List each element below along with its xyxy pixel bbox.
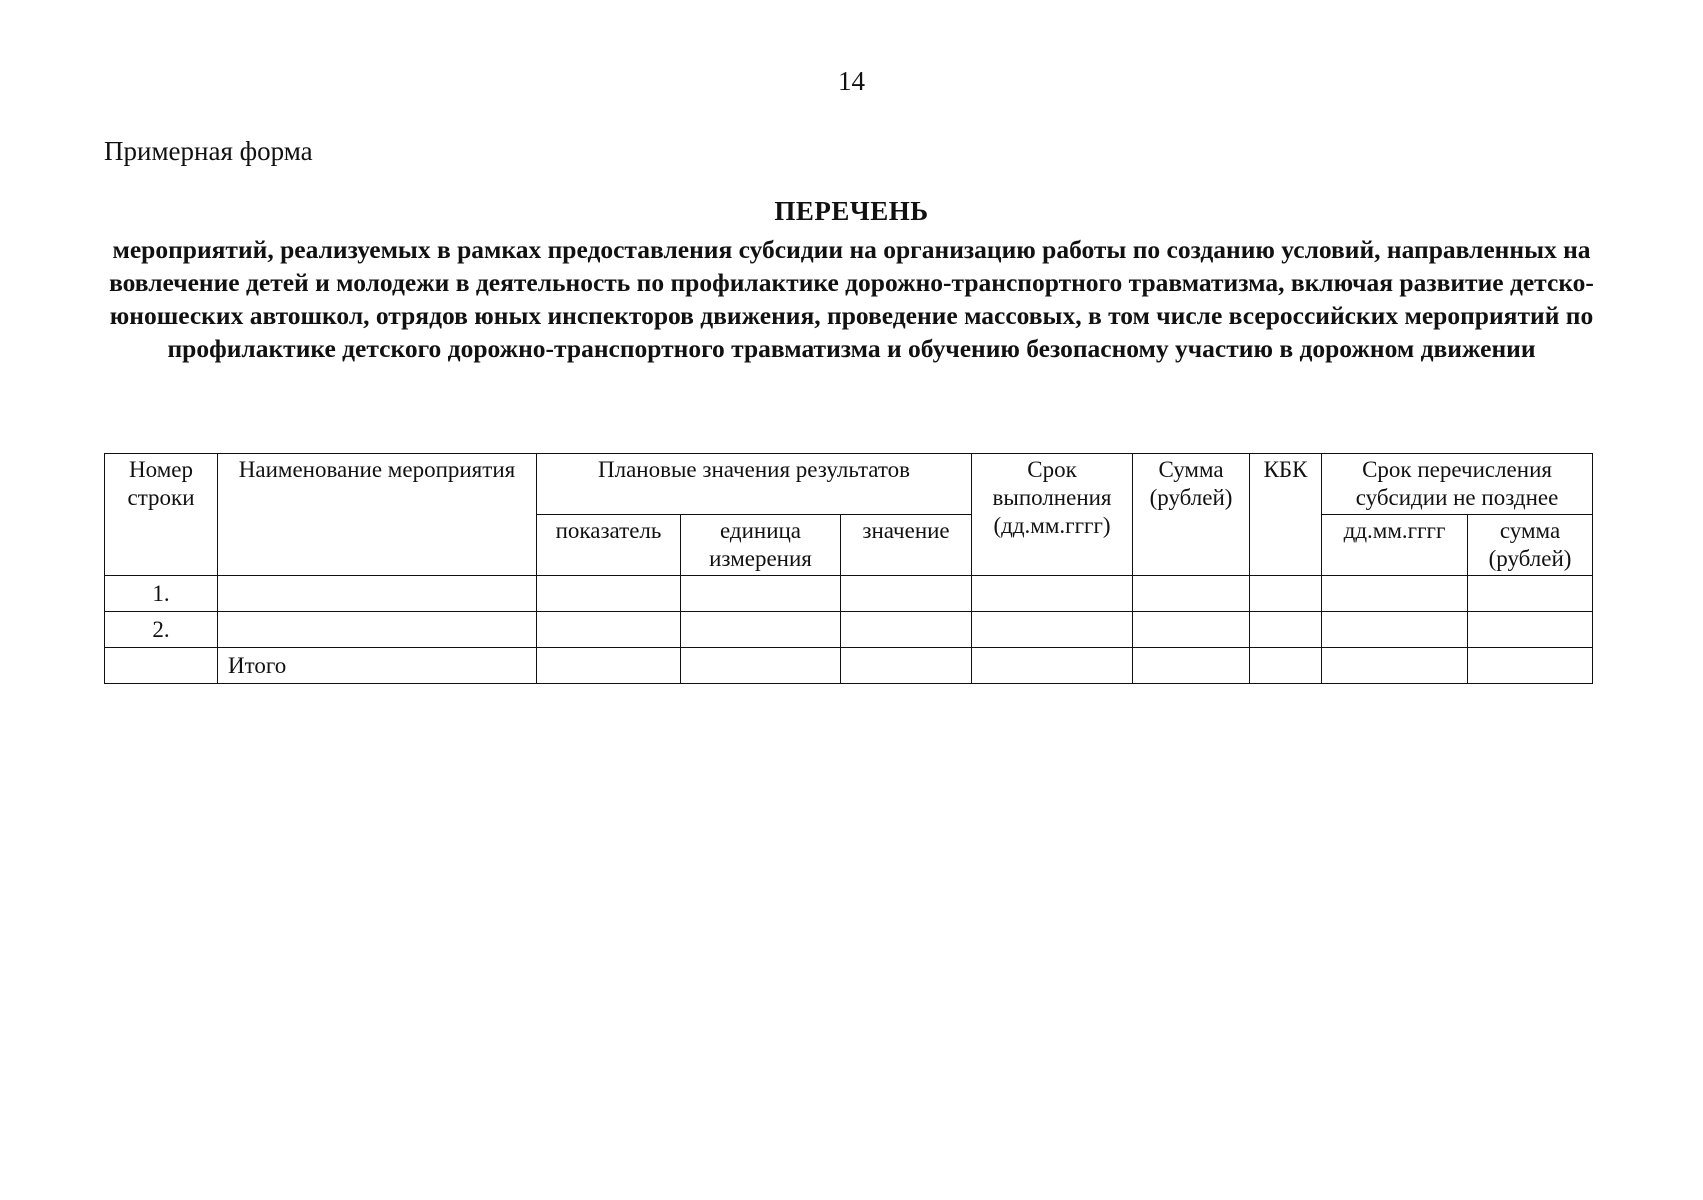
kbk-cell bbox=[1250, 612, 1322, 648]
header-amount: Сумма (рублей) bbox=[1133, 454, 1250, 576]
header-event-name: Наименование мероприятия bbox=[218, 454, 537, 576]
deadline-cell bbox=[972, 612, 1133, 648]
header-deadline: Срок выполнения (дд.мм.гггг) bbox=[972, 454, 1133, 576]
amount-cell bbox=[1133, 648, 1250, 684]
subheader-transfer-amount: сумма (рублей) bbox=[1468, 515, 1593, 576]
header-planned-results: Плановые значения результатов bbox=[537, 454, 972, 515]
amount-cell bbox=[1133, 576, 1250, 612]
header-row-number: Номер строки bbox=[105, 454, 218, 576]
row-number-cell bbox=[105, 648, 218, 684]
event-name-cell bbox=[218, 612, 537, 648]
indicator-cell bbox=[537, 612, 681, 648]
deadline-cell bbox=[972, 576, 1133, 612]
total-label-cell: Итого bbox=[218, 648, 537, 684]
transfer-amount-cell bbox=[1468, 576, 1593, 612]
document-subtitle: мероприятий, реализуемых в рамках предоставления субсидии на организацию работы по созданию условий, направленных на вовлечение детей и молодежи в деятельность по профилактике дорожно-транспортного травматизма, включая развитие детско-юношеских автошкол, отрядов юных инспекторов движения, проведение массовых, в том числе всероссийских мероприятий по профилактике детского дорожно-транспортного травматизма и обучению безопасному участию в дорожном движении bbox=[109, 235, 1594, 363]
unit-cell bbox=[681, 576, 841, 612]
table-row bbox=[105, 612, 1593, 648]
subheader-value: значение bbox=[841, 515, 972, 576]
value-cell bbox=[841, 648, 972, 684]
transfer-date-cell bbox=[1322, 648, 1468, 684]
subheader-indicator: показатель bbox=[537, 515, 681, 576]
table-row bbox=[105, 576, 1593, 612]
events-table bbox=[104, 453, 1593, 684]
value-cell bbox=[841, 612, 972, 648]
subheader-transfer-date: дд.мм.гггг bbox=[1322, 515, 1468, 576]
indicator-cell bbox=[537, 576, 681, 612]
row-number-cell: 1. bbox=[105, 576, 218, 612]
page-number: 14 bbox=[838, 66, 865, 96]
kbk-cell bbox=[1250, 576, 1322, 612]
amount-cell bbox=[1133, 612, 1250, 648]
transfer-amount-cell bbox=[1468, 648, 1593, 684]
transfer-date-cell bbox=[1322, 612, 1468, 648]
unit-cell bbox=[681, 612, 841, 648]
header-transfer-deadline: Срок перечисления субсидии не позднее bbox=[1322, 454, 1593, 515]
table-header-row bbox=[105, 454, 1593, 515]
header-kbk: КБК bbox=[1250, 454, 1322, 576]
indicator-cell bbox=[537, 648, 681, 684]
table-total-row bbox=[105, 648, 1593, 684]
kbk-cell bbox=[1250, 648, 1322, 684]
unit-cell bbox=[681, 648, 841, 684]
row-number-cell: 2. bbox=[105, 612, 218, 648]
transfer-amount-cell bbox=[1468, 612, 1593, 648]
value-cell bbox=[841, 576, 972, 612]
event-name-cell bbox=[218, 576, 537, 612]
form-label: Примерная форма bbox=[104, 136, 313, 166]
transfer-date-cell bbox=[1322, 576, 1468, 612]
document-title: ПЕРЕЧЕНЬ bbox=[774, 196, 929, 226]
subheader-unit: единица измерения bbox=[681, 515, 841, 576]
deadline-cell bbox=[972, 648, 1133, 684]
